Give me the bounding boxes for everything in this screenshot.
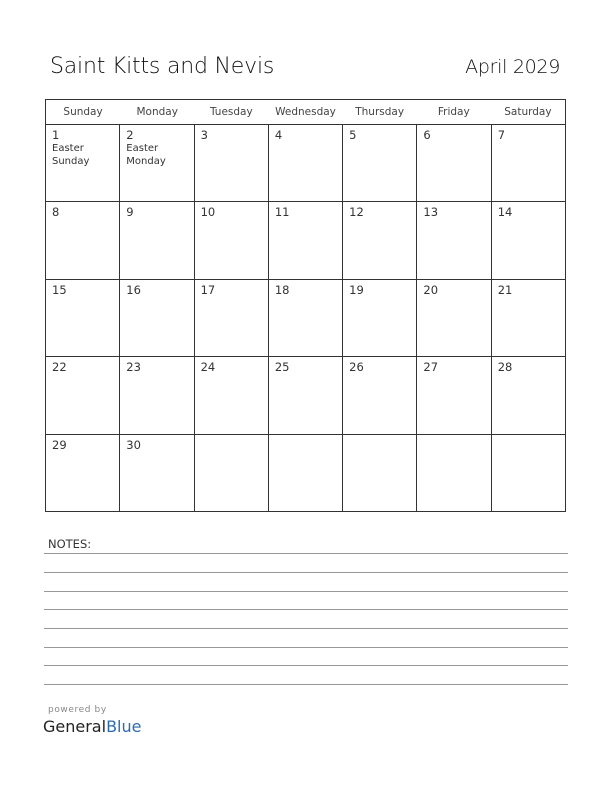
notes-line (44, 628, 568, 629)
weekday-thursday: Thursday (355, 106, 405, 118)
day-number: 28 (497, 360, 513, 375)
day-number: 18 (274, 282, 290, 297)
day-number: 13 (423, 205, 439, 220)
day-cell[interactable] (195, 125, 269, 201)
day-cell[interactable] (46, 202, 120, 278)
day-cell[interactable] (417, 357, 491, 433)
day-number: 12 (349, 205, 364, 220)
weekday-sunday: Sunday (63, 106, 103, 118)
day-number: 19 (349, 282, 364, 297)
day-cell[interactable] (417, 435, 491, 512)
day-cell[interactable] (343, 202, 417, 278)
day-cell[interactable] (417, 125, 491, 201)
day-cell[interactable] (46, 435, 120, 512)
notes-line (44, 553, 568, 554)
day-cell[interactable] (343, 357, 417, 433)
day-cell[interactable] (46, 357, 120, 433)
day-cell[interactable] (120, 435, 194, 512)
day-number: 29 (52, 437, 67, 452)
day-cell[interactable] (269, 435, 343, 512)
day-number: 4 (274, 128, 283, 142)
notes-line (44, 684, 568, 685)
day-number: 10 (200, 205, 216, 220)
day-cell[interactable] (46, 125, 120, 201)
day-number: 1 (52, 128, 60, 142)
powered-by-text: powered by (48, 705, 107, 715)
week-row (46, 435, 565, 512)
day-cell[interactable] (492, 435, 565, 512)
notes-line (44, 572, 568, 573)
day-number: 24 (200, 360, 216, 375)
day-number: 26 (349, 360, 364, 375)
day-cell[interactable] (343, 435, 417, 512)
page-title: Saint Kitts and Nevis (50, 54, 275, 79)
day-number: 5 (349, 128, 357, 142)
day-cell[interactable] (120, 280, 194, 356)
holiday-label: Easter Sunday (52, 143, 90, 167)
calendar-weeks (46, 125, 565, 512)
week-row (46, 280, 565, 357)
day-number: 17 (200, 282, 216, 297)
day-cell[interactable] (269, 202, 343, 278)
day-number: 27 (423, 360, 439, 375)
day-cell[interactable] (195, 202, 269, 278)
day-cell[interactable] (46, 280, 120, 356)
weekday-monday: Monday (136, 106, 178, 118)
day-number: 16 (126, 282, 141, 297)
holiday-label: Easter Monday (126, 143, 166, 167)
day-cell[interactable] (417, 202, 491, 278)
notes-line (44, 647, 568, 648)
day-cell[interactable] (343, 280, 417, 356)
day-number: 21 (497, 282, 513, 297)
day-cell[interactable] (417, 280, 491, 356)
day-cell[interactable] (195, 435, 269, 512)
day-cell[interactable] (120, 202, 194, 278)
notes-line (44, 609, 568, 610)
day-number: 22 (52, 360, 67, 375)
day-number: 2 (126, 128, 134, 142)
day-cell[interactable] (492, 357, 565, 433)
day-number: 25 (274, 360, 290, 375)
day-number: 3 (200, 128, 208, 142)
week-row (46, 357, 565, 434)
day-cell[interactable] (269, 280, 343, 356)
weekday-tuesday: Tuesday (209, 106, 253, 118)
notes-label: NOTES: (48, 537, 92, 551)
day-cell[interactable] (195, 280, 269, 356)
day-cell[interactable] (492, 202, 565, 278)
day-cell[interactable] (492, 125, 565, 201)
day-cell[interactable] (195, 357, 269, 433)
calendar-grid (45, 99, 566, 512)
brand-blue: Blue (106, 717, 142, 736)
day-number: 23 (126, 360, 141, 375)
weekday-friday: Friday (437, 106, 470, 118)
day-number: 14 (497, 205, 513, 220)
day-number: 7 (497, 128, 506, 142)
week-row (46, 202, 565, 279)
notes-line (44, 665, 568, 666)
weekday-wednesday: Wednesday (275, 106, 336, 118)
brand-logo (43, 717, 141, 736)
day-cell[interactable] (269, 125, 343, 201)
weekday-saturday: Saturday (504, 106, 552, 118)
day-number: 15 (52, 282, 67, 297)
day-cell[interactable] (492, 280, 565, 356)
brand-general: General (43, 717, 107, 736)
day-number: 6 (423, 128, 431, 142)
day-cell[interactable] (343, 125, 417, 201)
day-number: 30 (126, 437, 141, 452)
day-number: 20 (423, 282, 439, 297)
day-number: 11 (274, 205, 290, 220)
day-number: 9 (126, 205, 134, 220)
day-cell[interactable] (120, 125, 194, 201)
weekday-header (46, 100, 565, 125)
day-cell[interactable] (269, 357, 343, 433)
day-cell[interactable] (120, 357, 194, 433)
month-year: April 2029 (465, 56, 560, 78)
week-row (46, 125, 565, 202)
notes-line (44, 591, 568, 592)
day-number: 8 (52, 205, 60, 220)
